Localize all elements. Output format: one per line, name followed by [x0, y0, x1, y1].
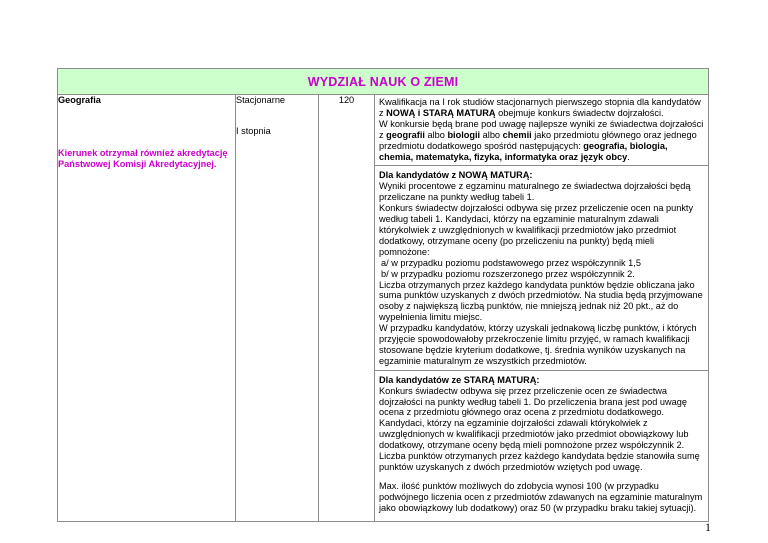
new-matura-heading: Dla kandydatów z NOWĄ MATURĄ: — [379, 170, 533, 181]
study-mode: Stacjonarne — [236, 95, 286, 105]
field-cell — [58, 95, 236, 522]
table-row — [58, 95, 709, 522]
admission-limit: 120 — [338, 95, 355, 105]
new-matura-item-a: a/ w przypadku poziomu podstawowego przez współczynnik 1,5 — [381, 257, 641, 268]
intro-paragraph-2: W konkursie będą brane pod uwagę najlepsze wyniki ze świadectwa dojrzałości z geografii albo biologii albo chemii jako przedmiotu głównego oraz jednego przedmiotu dodatkowego spośród następujących: geografia, biologia, chemia, matematyka, fizyka, informatyka oraz język obcy. — [379, 118, 704, 162]
intro-block — [375, 95, 708, 165]
limit-cell — [319, 95, 375, 522]
description-cell — [375, 95, 709, 522]
new-matura-paragraph: Wyniki procentowe z egzaminu maturalnego ze świadectwa dojrzałości będą przeliczane na punkty według tabeli 1. — [379, 181, 691, 203]
field-name: Geografia — [58, 95, 101, 105]
header-cell — [58, 69, 709, 95]
study-degree: I stopnia — [236, 126, 271, 136]
new-matura-block — [375, 165, 708, 369]
header-row — [58, 69, 709, 95]
old-matura-block — [375, 370, 708, 521]
admission-table — [57, 68, 709, 522]
new-matura-paragraph: Liczba otrzymanych przez każdego kandydata punktów będzie obliczana jako suma punktów uzyskanych z dwóch przedmiotów. Na studia będą przyjmowane osoby z największą liczbą punktów, nie mniejszą jednak niż 20 pkt., aż do wypełnienia limitu miejsc. — [379, 279, 703, 323]
new-matura-item-b: b/ w przypadku poziomu rozszerzonego przez współczynnik 2. — [381, 268, 635, 279]
accreditation-note: Kierunek otrzymał również akredytację Państwowej Komisji Akredytacyjnej. — [58, 148, 228, 169]
mode-cell — [236, 95, 319, 522]
intro-paragraph-1: Kwalifikacja na I rok studiów stacjonarnych pierwszego stopnia dla kandydatów z NOWĄ i STARĄ MATURĄ obejmuje konkurs świadectw dojrzałości. — [379, 97, 701, 118]
page-number: 1 — [705, 520, 711, 534]
faculty-title: WYDZIAŁ NAUK O ZIEMI — [307, 74, 459, 89]
new-matura-paragraph: W przypadku kandydatów, którzy uzyskali jednakową liczbę punktów, i których przyjęcie spowodowałoby przekroczenie limitu przyjęć, w ramach kwalifikacji stosowane będzie kryterium dodatkowe, tj. średnia wyników uzyskanych na egzaminie maturalnym ze wszystkich przedmiotów. — [379, 323, 697, 366]
old-matura-heading: Dla kandydatów ze STARĄ MATURĄ: — [379, 374, 540, 385]
old-matura-paragraph: Konkurs świadectw odbywa się przez przeliczenie ocen ze świadectwa dojrzałości na punkty według tabeli 1. Do przeliczenia brana jest pod uwagę ocena z przedmiotu głównego oraz ocena z przedmiotu dodatkowego. Kandydaci, którzy na egzaminie dojrzałości zdawali którykolwiek z uwzględnionych w kwalifikacji przedmiotów jako przedmiot obowiązkowy lub dodatkowy, otrzymane oceny będą mieli pomnożone przez współczynnik 2. Liczba punktów otrzymanych przez każdego kandydata będzie stanowiła sumę punktów uzyskanych z dwóch przedmiotów wziętych pod uwagę. — [379, 385, 700, 472]
max-points-paragraph: Max. ilość punktów możliwych do zdobycia wynosi 100 (w przypadku podwójnego liczenia ocen z przedmiotów zdawanych na egzaminie maturalnym jako obowiązkowy lub dodatkowy) oraz 50 (w przypadku braku takiej sytuacji). — [379, 480, 703, 513]
new-matura-paragraph: Konkurs świadectw dojrzałości odbywa się przez przeliczenie ocen na punkty według tabeli 1. Kandydaci, którzy na egzaminie maturalnym zdawali którykolwiek z uwzględnionych w kwalifikacji przedmiotów jako przedmiot dodatkowy, otrzymane oceny (po przeliczeniu na punkty) będą mieli pomnożone: — [379, 203, 694, 257]
